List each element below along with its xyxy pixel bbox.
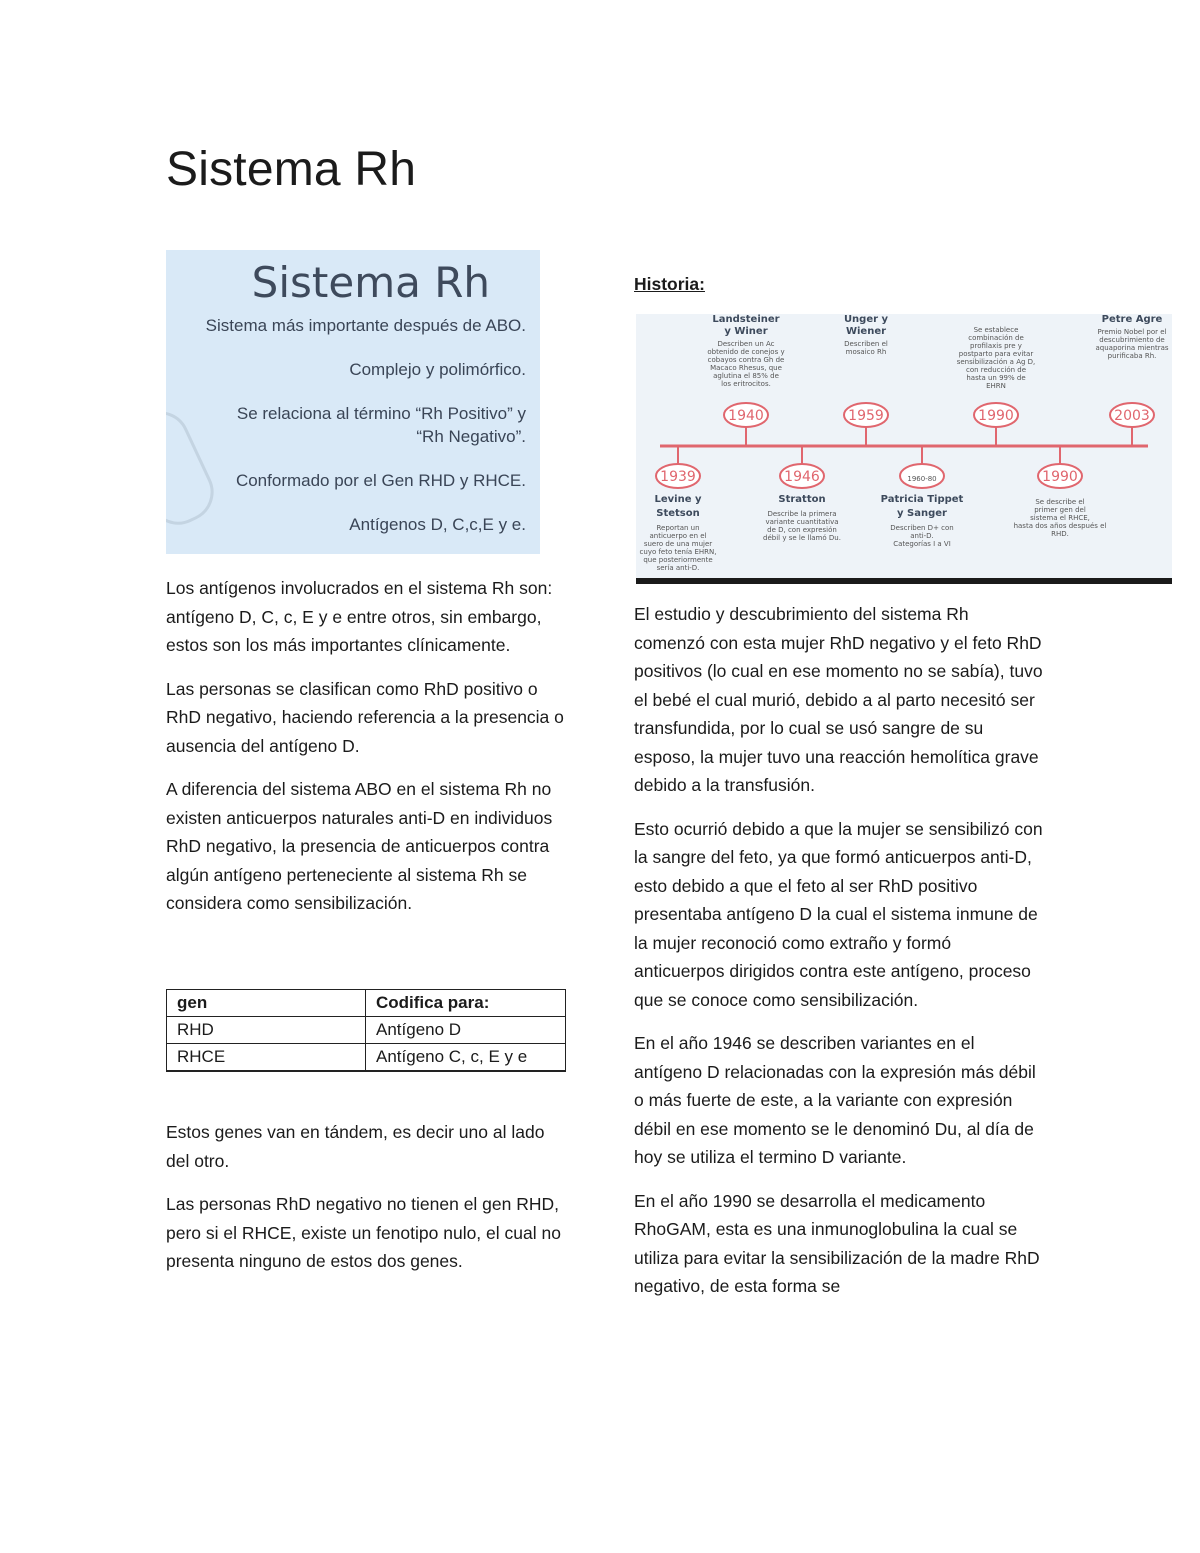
paragraph: Estos genes van en tándem, es decir uno al lado del otro. (166, 1122, 545, 1171)
year-label: 1959 (848, 408, 884, 424)
event-description: EHRN (986, 382, 1006, 390)
history-heading: Historia: (634, 274, 705, 294)
event-description: anti-D. (910, 532, 934, 540)
event-description: sensibilización a Ag D, (956, 358, 1036, 366)
event-name: y Winer (724, 326, 768, 337)
paragraph: A diferencia del sistema ABO en el sistema Rh no existen anticuerpos naturales anti-D en individuos RhD negativo, la presencia de anticuerpos contra algún antígeno perteneciente al sistema Rh se considera como sensibilización. (166, 779, 553, 913)
event-description: Describen un Ac (717, 340, 775, 348)
left-text-column (166, 574, 566, 933)
slide-bullets (176, 314, 526, 554)
event-description: variante cuantitativa (765, 518, 839, 526)
event-description: anticuerpo en el (649, 532, 707, 540)
table-cell: Antígeno D (366, 1017, 566, 1044)
genes-table (166, 989, 566, 1072)
paragraph: Esto ocurrió debido a que la mujer se sensibilizó con la sangre del feto, ya que formó anticuerpos anti-D, esto debido a que el feto al ser RhD positivo presentaba antígeno D la cual el sistema inmune de la mujer reconoció como extraño y formó anticuerpos dirigidos contra este antígeno, proceso que se conoce como sensibilización. (634, 818, 1043, 1010)
event-description: suero de una mujer (643, 540, 713, 548)
slide-line: Sistema más importante después de ABO. (205, 316, 526, 335)
event-name: Levine y (654, 494, 702, 505)
paragraph: Las personas se clasifican como RhD positivo o RhD negativo, haciendo referencia a la presencia o ausencia del antígeno D. (166, 678, 564, 756)
event-description: purificaba Rh. (1107, 352, 1157, 360)
event-description: hasta dos años después el (1013, 522, 1107, 530)
event-description: Reportan un (656, 524, 700, 532)
slide-line: Antígenos D, C,c,E y e. (349, 515, 526, 534)
table-header-row (167, 990, 566, 1017)
event-name: Unger y (843, 314, 889, 325)
paragraph: Las personas RhD negativo no tienen el gen RHD, pero si el RHCE, existe un fenotipo nulo, el cual no presenta ninguno de estos dos genes. (166, 1194, 561, 1271)
event-description: Describen D+ con (890, 524, 954, 532)
table-row (167, 1017, 566, 1044)
event-description: Se describe el (1035, 498, 1085, 506)
table-cell: RHCE (167, 1044, 366, 1072)
event-name: Patricia Tippet (880, 494, 964, 505)
event-name: Wiener (845, 326, 887, 337)
event-description: hasta un 99% de (966, 374, 1026, 382)
table-cell: RHD (167, 1017, 366, 1044)
table-header-cell: Codifica para: (366, 990, 566, 1017)
year-label: 1946 (784, 469, 820, 485)
table-row (167, 1044, 566, 1072)
year-label: 1939 (660, 469, 696, 485)
right-text-column (634, 600, 1044, 1316)
event-description: que posteriormente (643, 556, 713, 564)
timeline-image (636, 314, 1172, 584)
table-header-cell: gen (167, 990, 366, 1017)
event-description: combinación de (968, 334, 1024, 342)
year-label: 1990 (978, 408, 1014, 424)
event-name: Stratton (778, 494, 826, 505)
event-description: aglutina el 85% de (713, 372, 779, 380)
event-description: cobayos contra Gh de (707, 356, 785, 364)
event-description: con reducción de (965, 366, 1027, 374)
paragraph: Los antígenos involucrados en el sistema Rh son: antígeno D, C, c, E y e entre otros, sin embargo, estos son los más importantes clínicamente. (166, 578, 553, 655)
event-description: Categorías I a VI (893, 540, 951, 548)
event-description: RHD. (1051, 530, 1069, 538)
event-name: Landsteiner (712, 314, 780, 325)
event-description: postparto para evitar (958, 350, 1034, 358)
event-description: profilaxis pre y (970, 342, 1022, 350)
event-description: débil y se le llamó Du. (763, 534, 841, 542)
paragraph: En el año 1990 se desarrolla el medicamento RhoGAM, esta es una inmunoglobulina la cual se utiliza para evitar la sensibilización de la madre RhD negativo, de esta forma se (634, 1190, 1040, 1296)
table-cell: Antígeno C, c, E y e (366, 1044, 566, 1072)
event-name: y Sanger (897, 508, 947, 519)
event-description: primer gen del (1034, 506, 1086, 514)
event-description: Se establece (973, 326, 1019, 334)
year-label: 2003 (1114, 408, 1150, 424)
paragraph: En el año 1946 se describen variantes en el antígeno D relacionadas con la expresión más débil o más fuerte de este, a la variante con expresión débil en ese momento se le denominó Du, al día de hoy se utiliza el termino D variante. (634, 1033, 1036, 1167)
event-description: sistema el RHCE, (1030, 514, 1090, 522)
event-description: Premio Nobel por el (1097, 328, 1167, 336)
event-name: Stetson (656, 508, 700, 519)
slide-line: Conformado por el Gen RHD y RHCE. (235, 471, 526, 490)
slide-line: Se relaciona al término “Rh Positivo” y “Rh Negativo”. (236, 404, 526, 446)
slide-line: Complejo y polimórfico. (349, 360, 526, 379)
slide-image (166, 250, 540, 554)
event-description: de D, con expresión (767, 526, 837, 534)
event-description: sería anti-D. (656, 564, 700, 572)
slide-title: Sistema Rh (251, 258, 490, 307)
timeline-graphic (636, 314, 1172, 578)
year-label: 1990 (1042, 469, 1078, 485)
event-description: Macaco Rhesus, que (710, 364, 782, 372)
event-description: aquaporina mientras (1095, 344, 1169, 352)
event-description: los eritrocitos. (721, 380, 771, 388)
paragraph: El estudio y descubrimiento del sistema Rh comenzó con esta mujer RhD negativo y el feto RhD positivos (lo cual en ese momento no se sabía), tuvo el bebé el cual murió, debido a al parto necesitó ser transfundida, por lo cual se usó sangre de su esposo, la mujer tuvo una reacción hemolítica grave debido a la transfusión. (634, 604, 1043, 795)
year-label: 1960-80 (907, 475, 937, 483)
event-description: Describe la primera (767, 510, 837, 518)
year-label: 1940 (728, 408, 764, 424)
left-text-column-2 (166, 1118, 566, 1291)
event-description: Describen el (844, 340, 888, 348)
document-title: Sistema Rh (166, 143, 417, 196)
event-description: mosaico Rh (845, 348, 887, 356)
event-description: obtenido de conejos y (707, 348, 785, 356)
event-description: cuyo feto tenía EHRN, (639, 548, 717, 556)
event-description: descubrimiento de (1099, 336, 1165, 344)
event-name: Petre Agre (1101, 314, 1163, 325)
